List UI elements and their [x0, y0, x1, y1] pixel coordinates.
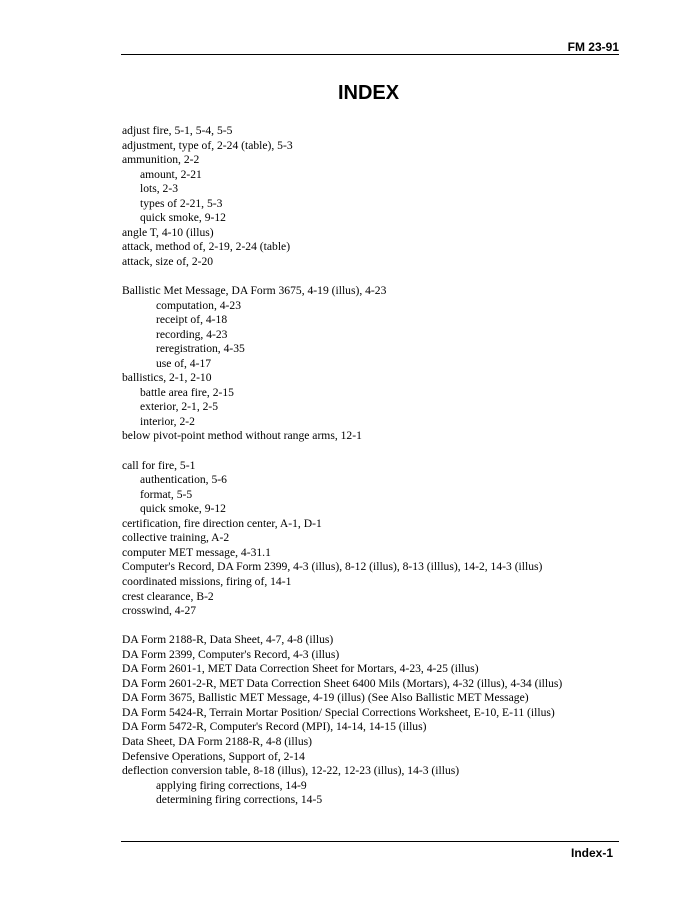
index-subentry: reregistration, 4-35 — [156, 342, 245, 356]
index-entry: DA Form 2601-2-R, MET Data Correction Sheet 6400 Mils (Mortars), 4-32 (illus), 4-34 (illus) — [122, 676, 563, 690]
index-subentry: format, 5-5 — [140, 487, 193, 501]
index-list — [122, 124, 642, 808]
index-subentry: amount, 2-21 — [140, 167, 202, 181]
index-subentry: interior, 2-2 — [140, 414, 195, 428]
index-entry: DA Form 2601-1, MET Data Correction Sheet for Mortars, 4-23, 4-25 (illus) — [122, 662, 479, 676]
index-entry: DA Form 5472-R, Computer's Record (MPI), 14-14, 14-15 (illus) — [122, 720, 427, 734]
index-subentry: computation, 4-23 — [156, 298, 242, 312]
index-entry: adjust fire, 5-1, 5-4, 5-5 — [122, 124, 233, 137]
index-subentry: recording, 4-23 — [156, 327, 228, 341]
index-subentry: use of, 4-17 — [156, 356, 212, 370]
index-subentry: quick smoke, 9-12 — [140, 211, 226, 225]
group-spacer — [122, 269, 642, 284]
footer-rule — [121, 841, 619, 842]
index-subentry: determining firing corrections, 14-5 — [156, 793, 323, 807]
index-entry: below pivot-point method without range arms, 12-1 — [122, 429, 362, 443]
index-subentry: exterior, 2-1, 2-5 — [140, 400, 219, 414]
index-entry: deflection conversion table, 8-18 (illus), 12-22, 12-23 (illus), 14-3 (illus) — [122, 764, 460, 778]
index-entry: DA Form 2399, Computer's Record, 4-3 (illus) — [122, 647, 340, 661]
index-entry: certification, fire direction center, A-1, D-1 — [122, 516, 322, 530]
index-entry: Defensive Operations, Support of, 2-14 — [122, 749, 305, 763]
index-entry: angle T, 4-10 (illus) — [122, 225, 214, 239]
index-entry: adjustment, type of, 2-24 (table), 5-3 — [122, 138, 293, 152]
index-subentry: quick smoke, 9-12 — [140, 502, 226, 516]
index-entry: crest clearance, B-2 — [122, 589, 214, 603]
index-entry: coordinated missions, firing of, 14-1 — [122, 574, 292, 588]
group-spacer — [122, 444, 642, 459]
index-entry: DA Form 5424-R, Terrain Mortar Position/ Special Corrections Worksheet, E-10, E-11 (illus) — [122, 705, 555, 719]
index-entry: collective training, A-2 — [122, 531, 230, 545]
index-entry: attack, method of, 2-19, 2-24 (table) — [122, 240, 291, 254]
index-subentry: receipt of, 4-18 — [156, 313, 228, 327]
group-spacer — [122, 619, 642, 634]
index-entry: Ballistic Met Message, DA Form 3675, 4-19 (illus), 4-23 — [122, 284, 387, 298]
index-entry: ammunition, 2-2 — [122, 153, 200, 167]
index-entry: Data Sheet, DA Form 2188-R, 4-8 (illus) — [122, 734, 312, 748]
page-title: INDEX — [337, 82, 400, 104]
index-subentry: lots, 2-3 — [140, 182, 179, 196]
index-entry: ballistics, 2-1, 2-10 — [122, 371, 212, 385]
page-number-footer: Index-1 — [570, 846, 613, 860]
index-subentry: types of 2-21, 5-3 — [140, 196, 223, 210]
header-rule — [121, 54, 619, 55]
index-entry: attack, size of, 2-20 — [122, 254, 214, 268]
index-entry: computer MET message, 4-31.1 — [122, 545, 271, 559]
index-subentry: applying firing corrections, 14-9 — [156, 778, 307, 792]
index-entry: Computer's Record, DA Form 2399, 4-3 (illus), 8-12 (illus), 8-13 (illlus), 14-2, 14-3 (illus) — [122, 560, 543, 574]
index-entry: DA Form 2188-R, Data Sheet, 4-7, 4-8 (illus) — [122, 633, 334, 647]
index-entry: crosswind, 4-27 — [122, 604, 197, 618]
index-subentry: authentication, 5-6 — [140, 473, 227, 487]
manual-id-header: FM 23-91 — [567, 40, 619, 54]
index-subentry: battle area fire, 2-15 — [140, 385, 234, 399]
index-entry: DA Form 3675, Ballistic MET Message, 4-19 (illus) (See Also Ballistic MET Message) — [122, 691, 529, 705]
index-entry: call for fire, 5-1 — [122, 458, 196, 472]
